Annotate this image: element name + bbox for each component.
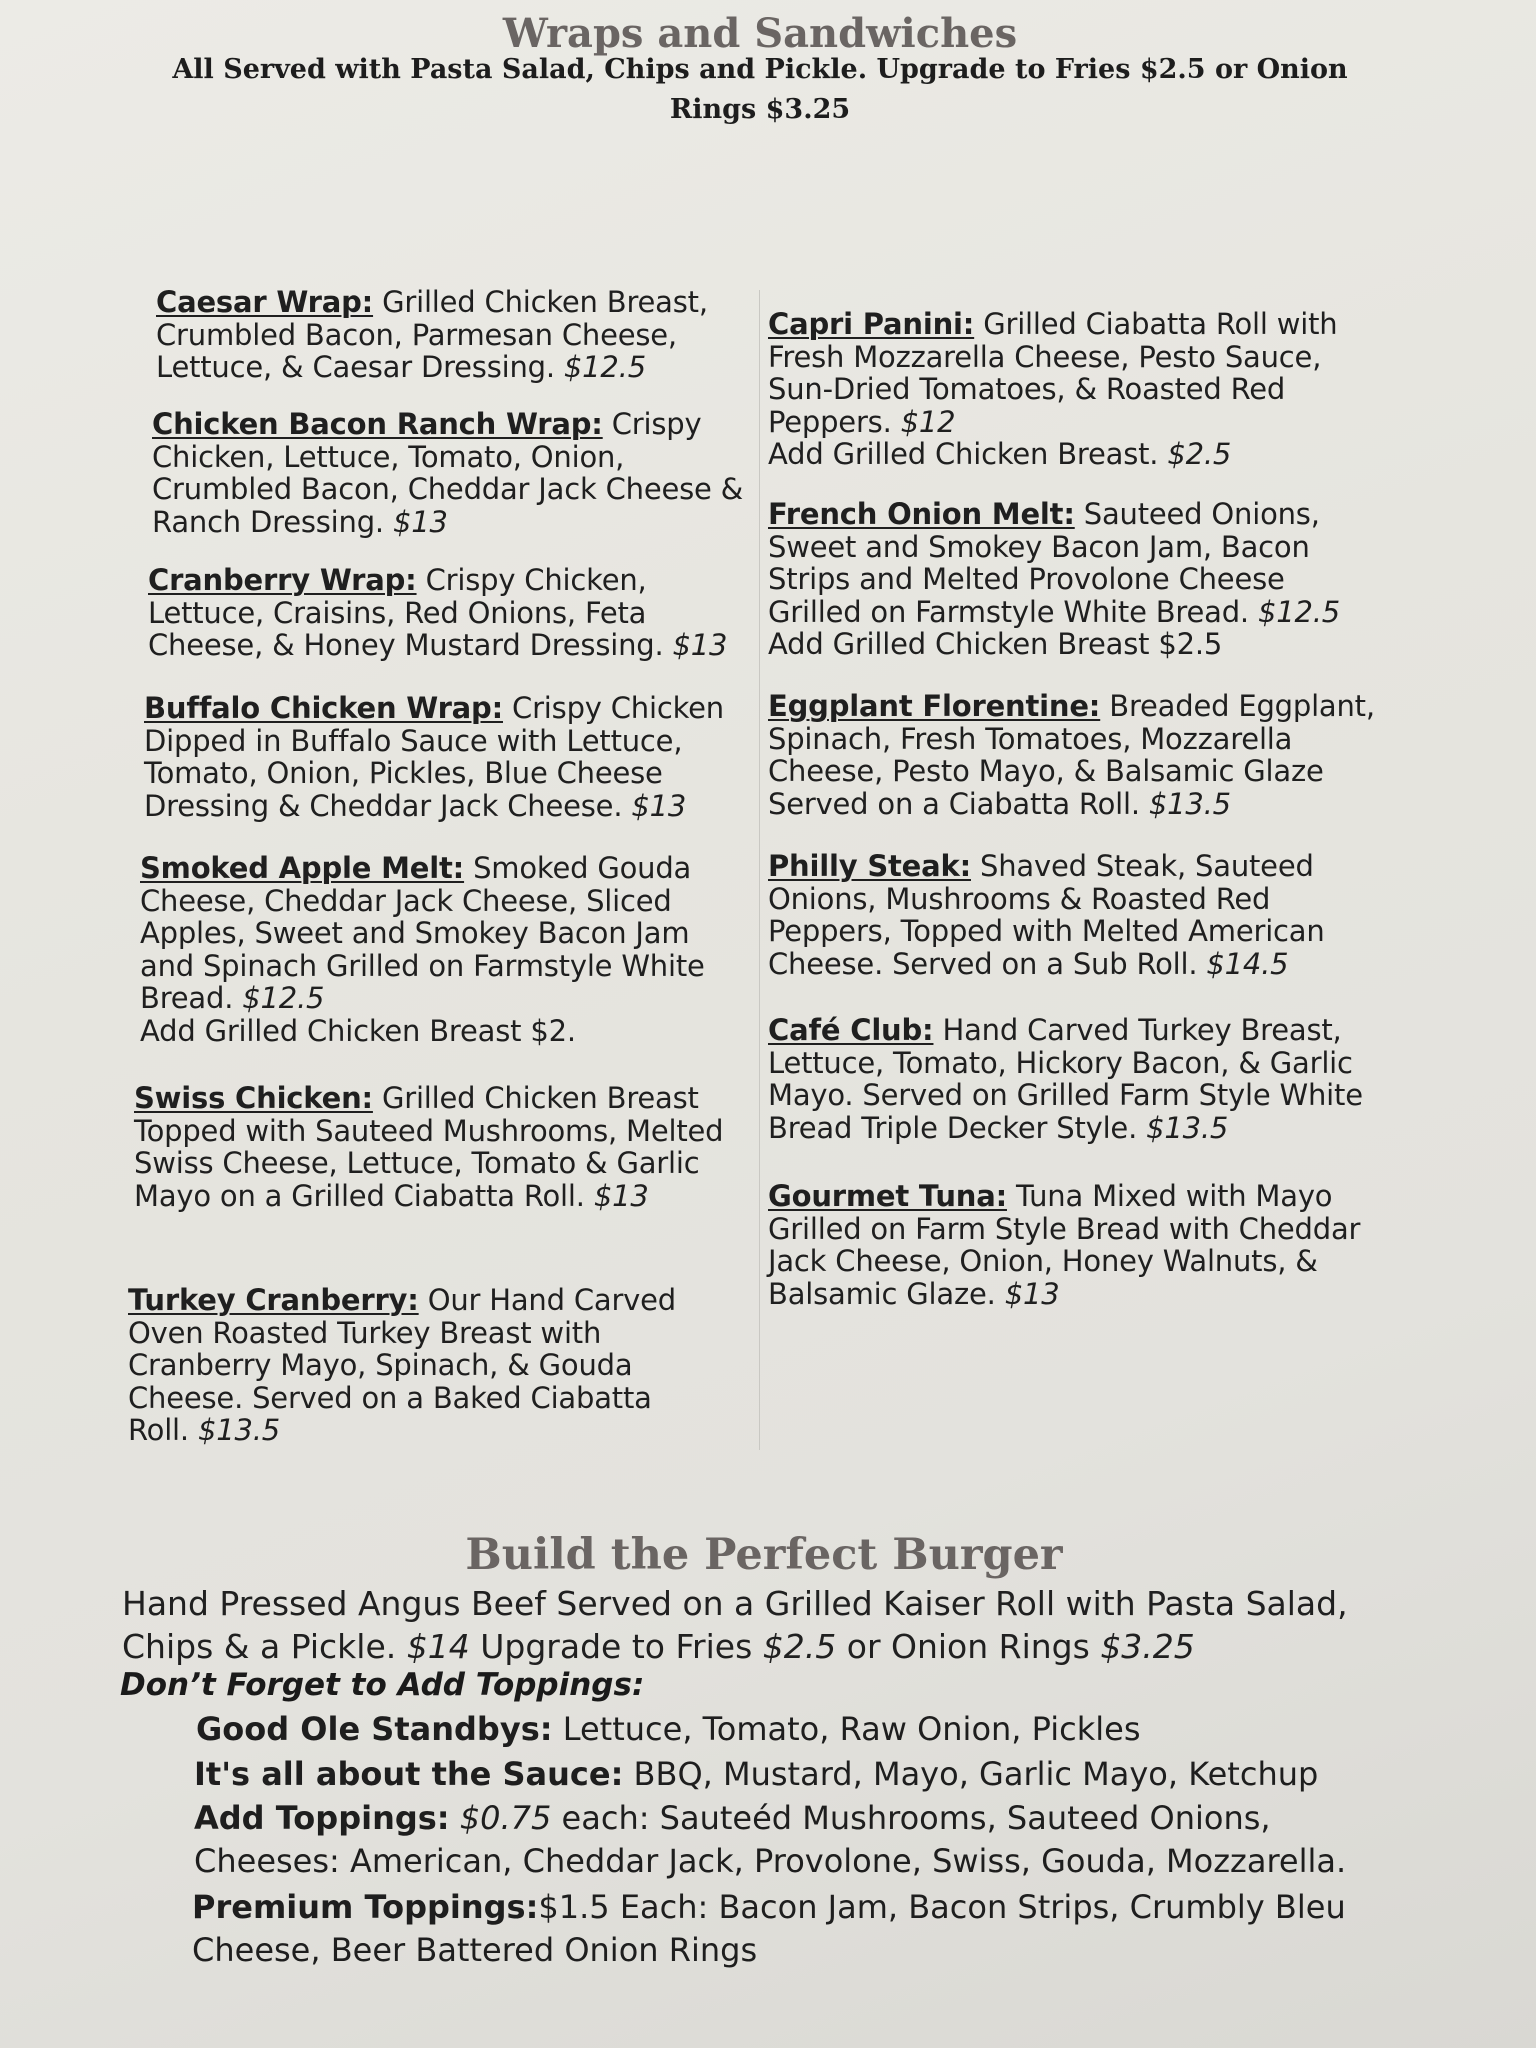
- item-description: Shaved Steak, Sauteed Onions, Mushrooms & Roasted Red Peppers, Topped with Melted American Cheese. Served on a Sub Roll.: [768, 849, 1325, 981]
- burger-description-text: Hand Pressed Angus Beef Served on a Grilled Kaiser Roll with Pasta Salad, Chips & a Pickle.: [122, 1584, 1348, 1666]
- burger-description: [122, 1582, 1422, 1668]
- topping-add-toppings: [194, 1797, 1424, 1883]
- item-price: $12.5: [563, 350, 646, 384]
- menu-item-chicken-bacon-ranch-wrap: [152, 408, 752, 538]
- item-description: Crispy Chicken, Lettuce, Craisins, Red Onions, Feta Cheese, & Honey Mustard Dressing.: [148, 563, 664, 662]
- item-addon: [768, 438, 1368, 471]
- item-price: $13: [392, 504, 448, 539]
- menu-item-capri-panini: [768, 308, 1368, 471]
- item-description: Grilled Chicken Breast, Crumbled Bacon, Parmesan Cheese, Lettuce, & Caesar Dressing.: [156, 285, 708, 384]
- item-price: $12: [900, 404, 956, 439]
- item-name: Chicken Bacon Ranch Wrap:: [152, 407, 603, 441]
- item-addon: Add Grilled Chicken Breast $2.: [140, 1013, 576, 1048]
- burger-upgrade-text-rings: or Onion Rings: [846, 1627, 1090, 1666]
- toppings-heading: Don’t Forget to Add Toppings:: [120, 1667, 645, 1703]
- menu-item-smoked-apple-melt: [140, 852, 750, 1047]
- topping-text: Lettuce, Tomato, Raw Onion, Pickles: [562, 1710, 1141, 1748]
- topping-sauce: [194, 1753, 1424, 1796]
- topping-good-ole-standbys: [196, 1708, 1426, 1751]
- topping-label: Premium Toppings:: [192, 1888, 539, 1926]
- burger-upgrade-rings-price: $3.25: [1100, 1627, 1195, 1666]
- topping-label: Good Ole Standbys:: [196, 1710, 553, 1748]
- item-price: $14.5: [1206, 946, 1289, 981]
- menu-item-turkey-cranberry: [128, 1284, 708, 1447]
- topping-text: each: Sauteéd Mushrooms, Sauteed Onions, Cheeses: American, Cheddar Jack, Provolone, Swiss, Gouda, Mozzarella.: [194, 1799, 1347, 1880]
- wraps-section-title: Wraps and Sandwiches: [502, 10, 1018, 57]
- menu-item-philly-steak: [768, 850, 1398, 980]
- item-name: Turkey Cranberry:: [128, 1283, 419, 1317]
- item-description: Crispy Chicken, Lettuce, Tomato, Onion, Crumbled Bacon, Cheddar Jack Cheese & Ranch Dressing.: [152, 407, 744, 539]
- item-name: Caesar Wrap:: [156, 285, 374, 319]
- item-price: $12.5: [1257, 594, 1341, 629]
- menu-item-swiss-chicken: [134, 1082, 754, 1212]
- item-name: Café Club:: [768, 1013, 934, 1047]
- burger-upgrade-fries-price: $2.5: [762, 1627, 837, 1666]
- topping-text: $1.5 Each: Bacon Jam, Bacon Strips, Crumbly Bleu Cheese, Beer Battered Onion Rings: [192, 1888, 1346, 1969]
- item-price: $13: [672, 628, 728, 662]
- burger-price: $14: [406, 1627, 470, 1666]
- item-name: Gourmet Tuna:: [768, 1179, 1007, 1213]
- item-addon-price: $2.5: [1167, 437, 1232, 471]
- item-name: Cranberry Wrap:: [148, 563, 417, 597]
- item-description: Breaded Eggplant, Spinach, Fresh Tomatoes, Mozzarella Cheese, Pesto Mayo, & Balsamic Glaze Served on a Ciabatta Roll.: [768, 689, 1375, 821]
- topping-label: It's all about the Sauce:: [194, 1755, 624, 1793]
- item-name: French Onion Melt:: [768, 497, 1075, 531]
- item-price: $13.5: [1148, 786, 1231, 821]
- item-description: Grilled Ciabatta Roll with Fresh Mozzarella Cheese, Pesto Sauce, Sun-Dried Tomatoes, & Roasted Red Peppers.: [768, 307, 1338, 439]
- item-addon: Add Grilled Chicken Breast $2.5: [768, 627, 1223, 661]
- item-name: Smoked Apple Melt:: [140, 851, 465, 885]
- menu-item-gourmet-tuna: [768, 1180, 1388, 1310]
- menu-item-buffalo-chicken-wrap: [144, 692, 744, 822]
- item-description: Our Hand Carved Oven Roasted Turkey Breast with Cranberry Mayo, Spinach, & Gouda Cheese. Served on a Baked Ciabatta Roll.: [128, 1283, 676, 1447]
- menu-item-cranberry-wrap: [148, 564, 768, 662]
- item-price: $13.5: [1146, 1110, 1229, 1145]
- column-divider: [759, 290, 760, 1450]
- item-name: Eggplant Florentine:: [768, 689, 1101, 723]
- menu-item-eggplant-florentine: [768, 690, 1388, 820]
- item-price: $13.5: [197, 1413, 280, 1447]
- item-description: Sauteed Onions, Sweet and Smokey Bacon Jam, Bacon Strips and Melted Provolone Cheese Grilled on Farmstyle White Bread.: [768, 497, 1320, 629]
- item-description: Grilled Chicken Breast Topped with Sauteed Mushrooms, Melted Swiss Cheese, Lettuce, Tomato & Garlic Mayo on a Grilled Ciabatta Roll.: [134, 1081, 724, 1213]
- item-price: $13: [631, 788, 687, 823]
- item-name: Capri Panini:: [768, 307, 975, 341]
- item-name: Buffalo Chicken Wrap:: [144, 691, 503, 725]
- burger-upgrade-text-fries: Upgrade to Fries: [480, 1627, 753, 1666]
- menu-item-cafe-club: [768, 1014, 1408, 1144]
- item-addon-text: Add Grilled Chicken Breast.: [768, 437, 1159, 471]
- topping-price: $0.75: [459, 1799, 552, 1837]
- item-price: $12.5: [242, 981, 325, 1015]
- item-description: Crispy Chicken Dipped in Buffalo Sauce with Lettuce, Tomato, Onion, Pickles, Blue Cheese Dressing & Cheddar Jack Cheese.: [144, 691, 724, 823]
- burger-section-title: Build the Perfect Burger: [465, 1530, 1063, 1580]
- topping-text: BBQ, Mustard, Mayo, Garlic Mayo, Ketchup: [633, 1755, 1319, 1793]
- topping-label: Add Toppings:: [194, 1799, 450, 1837]
- item-name: Swiss Chicken:: [134, 1081, 373, 1115]
- item-description: Hand Carved Turkey Breast, Lettuce, Tomato, Hickory Bacon, & Garlic Mayo. Served on Grilled Farm Style White Bread Triple Decker Style.: [768, 1013, 1363, 1145]
- wraps-section-subtitle: All Served with Pasta Salad, Chips and Pickle. Upgrade to Fries $2.5 or Onion Rings $3.25: [172, 54, 1348, 125]
- topping-premium: [192, 1886, 1372, 1972]
- menu-item-french-onion-melt: [768, 498, 1378, 661]
- menu-item-caesar-wrap: [156, 286, 736, 384]
- item-description: Tuna Mixed with Mayo Grilled on Farm Style Bread with Cheddar Jack Cheese, Onion, Honey Walnuts, & Balsamic Glaze.: [768, 1179, 1361, 1311]
- item-price: $13: [1004, 1276, 1060, 1311]
- item-name: Philly Steak:: [768, 849, 971, 883]
- item-description: Smoked Gouda Cheese, Cheddar Jack Cheese, Sliced Apples, Sweet and Smokey Bacon Jam and Spinach Grilled on Farmstyle White Bread.: [140, 851, 705, 1015]
- item-price: $13: [593, 1178, 649, 1213]
